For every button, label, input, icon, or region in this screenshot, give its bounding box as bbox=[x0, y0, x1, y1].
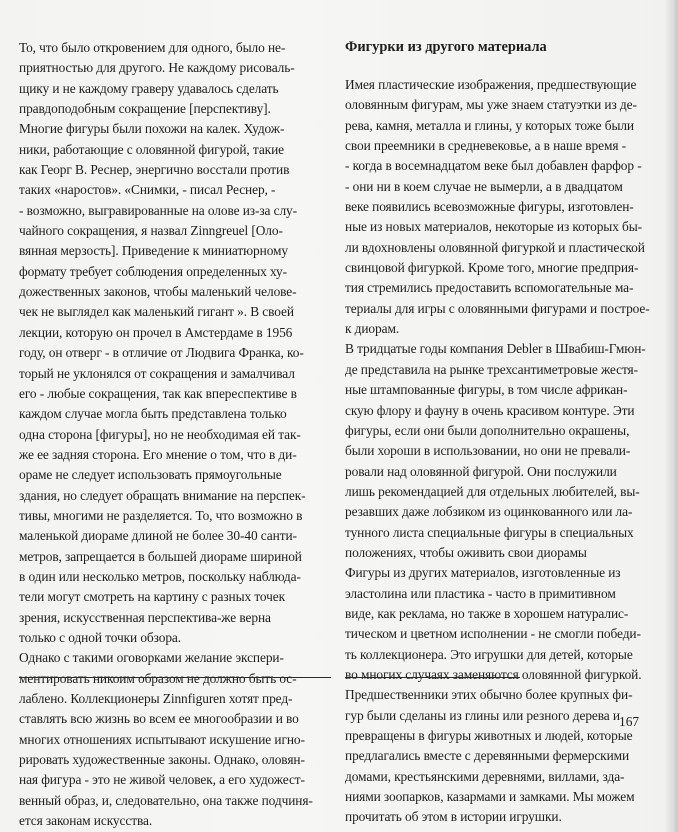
text-line: резавших даже лобзиком из оцинкованного или ла- bbox=[345, 504, 633, 520]
text-line: к диорам. bbox=[345, 321, 400, 337]
text-line: приятностью для другого. Не каждому рисоваль- bbox=[19, 60, 295, 76]
text-line: де представила на рынке трехсантиметровые жестя- bbox=[345, 361, 638, 377]
text-line: тивы, многими не разделяется. То, что возможно в bbox=[19, 507, 303, 523]
section-heading: Фигурки из другого материала bbox=[345, 39, 547, 55]
text-line: рева, камня, металла и глины, у которых тоже были bbox=[345, 117, 634, 133]
text-line: - они ни в коем случае не вымерли, а в двадцатом bbox=[345, 178, 623, 194]
text-line: одна сторона [фигуры], но не необходимая ей так- bbox=[19, 426, 301, 442]
text-line: торый не уклонялся от сокращения и замалчивал bbox=[19, 365, 295, 381]
text-line: ровали над оловянной фигурой. Они послужили bbox=[345, 463, 617, 479]
page-edge-shadow bbox=[664, 0, 678, 832]
text-line: как Георг В. Реснер, энергично восстали против bbox=[19, 162, 290, 178]
text-line: лекции, которую он прочел в Амстердаме в 1956 bbox=[19, 324, 293, 340]
text-line: В тридцатые годы компания Debler в Швабиш-Гмюн- bbox=[345, 341, 646, 357]
pencil-underline-left bbox=[19, 677, 331, 678]
text-line: вянная мерзость]. Приведение к миниатюрному bbox=[19, 243, 289, 259]
text-line: дожественных законов, чтобы маленький челове- bbox=[19, 284, 297, 300]
text-line: чек не выглядел как маленький гигант ». В своей bbox=[19, 304, 294, 320]
text-line: ные из новых материалов, некоторые из которых бы- bbox=[345, 219, 643, 235]
text-line: во многих случаях заменяются оловянной фигуркой. bbox=[345, 666, 642, 682]
text-line: скую флору и фауну в очень красивом контуре. Эти bbox=[345, 402, 635, 418]
text-line: домами, крестьянскими деревнями, виллами, зда- bbox=[345, 768, 625, 784]
text-line: ставлять всю жизнь во всем ее многообразии и во bbox=[19, 711, 299, 727]
text-line: прочитать об этом в истории игрушки. bbox=[345, 809, 562, 825]
text-line: правдоподобным сокращение [перспективу]. bbox=[19, 101, 271, 117]
text-line: венный образ, и, следовательно, она также подчиня- bbox=[19, 792, 313, 808]
text-line: метров, запрещается в большей диораме шириной bbox=[19, 548, 302, 564]
text-line: предлагались вместе с деревянными фермерскими bbox=[345, 748, 630, 764]
text-line: таких «наростов». «Снимки, - писал Реснер, - bbox=[19, 182, 276, 198]
text-line: лишь рекомендацией для отдельных любителей, вы- bbox=[345, 483, 640, 499]
text-line: формату требует соблюдения определенных ху- bbox=[19, 263, 288, 279]
text-line: фигуры, если они были дополнительно окрашены, bbox=[345, 422, 630, 438]
text-line: рировать художественные законы. Однако, оловян- bbox=[19, 752, 305, 768]
text-line: То, что было откровением для одного, было не- bbox=[19, 40, 286, 55]
text-line: чайного сокращения, я назвал Zinngreuel [Оло- bbox=[19, 223, 283, 239]
text-line: тели могут смотреть на картину с разных точек bbox=[19, 589, 286, 605]
text-line: каждом случае могла быть представлена только bbox=[19, 406, 287, 422]
text-line: ется законам искусства. bbox=[19, 813, 153, 829]
text-line: Фигуры из других материалов, изготовленные из bbox=[345, 565, 621, 581]
text-line: положениях, чтобы оживить свои диорамы bbox=[345, 544, 587, 560]
text-line: году, он отверг - в отличие от Людвига Франка, ко- bbox=[19, 345, 304, 361]
text-line: Имея пластические изображения, предшествующие bbox=[345, 77, 637, 92]
text-line: - возможно, выгравированные на олове из-за слу- bbox=[19, 202, 297, 218]
text-line: ораме не следует использовать прямоугольные bbox=[19, 467, 282, 483]
text-line: в один или несколько метров, поскольку наблюда- bbox=[19, 568, 301, 584]
text-line: многих отношениях испытывают искушение игно- bbox=[19, 731, 305, 747]
text-line: ть коллекционера. Это игрушки для детей, которые bbox=[345, 646, 633, 662]
text-line: Однако с такими оговорками желание экспери- bbox=[19, 650, 284, 666]
right-column bbox=[345, 38, 661, 828]
text-line: лаблено. Коллекционеры Zinnfiguren хотят пред- bbox=[19, 691, 293, 706]
text-line: виде, как реклама, но также в хорошем натуралис- bbox=[345, 605, 629, 621]
text-line: свинцовой фигуркой. Кроме того, многие предприя- bbox=[345, 260, 639, 276]
text-line: свои преемники в средневековье, а в наше время - bbox=[345, 138, 627, 154]
text-line: ниями зоопарков, казармами и замками. Мы можем bbox=[345, 789, 635, 805]
text-line: тия стремились предоставить вспомогательные ма- bbox=[345, 280, 634, 296]
text-line: ментировать никоим образом не должно быть ос- bbox=[19, 670, 297, 686]
text-line: веке появились всевозможные фигуры, изготовлен- bbox=[345, 199, 634, 215]
text-line: маленькой диораме длиной не более 30-40 санти- bbox=[19, 528, 297, 544]
text-line: ные штампованные фигуры, в том числе африкан- bbox=[345, 382, 628, 398]
text-line: ники, работающие с оловянной фигурой, такие bbox=[19, 141, 284, 157]
text-line: щику и не каждому граверу удавалось сделать bbox=[19, 80, 279, 96]
text-line: превращены в фигуры животных и людей, которые bbox=[345, 728, 633, 743]
text-line: тунного листа специальные фигуры в специальных bbox=[345, 524, 634, 540]
text-line: эластолина или пластика - часто в примитивном bbox=[345, 585, 616, 601]
text-line: гур были сделаны из глины или резного дерева и bbox=[345, 707, 620, 723]
text-line: же ее задняя сторона. Его мнение о том, что в ди- bbox=[19, 446, 297, 462]
text-line: только с одной точки обзора. bbox=[19, 629, 182, 645]
text-line: Предшественники этих обычно более крупных фи- bbox=[345, 687, 633, 703]
right-column-text bbox=[345, 75, 661, 828]
text-line: зрения, искусственная перспектива-же верна bbox=[19, 609, 271, 625]
pencil-underline-right bbox=[345, 677, 520, 678]
text-line: здания, но следует обращать внимание на перспек- bbox=[19, 487, 306, 503]
text-line: тическом и цветном исполнении - не смогли победи- bbox=[345, 626, 641, 642]
text-line: были хороши в использовании, но они не превали- bbox=[345, 443, 631, 459]
text-line: ная фигура - это не живой человек, а его художест- bbox=[19, 772, 305, 788]
text-line: оловянным фигурам, мы уже знаем статуэтки из де- bbox=[345, 97, 637, 113]
page-number: 167 bbox=[619, 714, 640, 729]
left-column bbox=[19, 38, 331, 831]
text-line: ли вдохновлены оловянной фигуркой и пластической bbox=[345, 239, 645, 255]
text-line: Многие фигуры были похожи на калек. Худож- bbox=[19, 121, 285, 137]
text-line: - когда в восемнадцатом веке был добавлен фарфор - bbox=[345, 158, 642, 174]
text-line: его - любые сокращения, так как впереспективе в bbox=[19, 385, 297, 401]
text-line: териалы для игры с оловянными фигурами и построе- bbox=[345, 300, 650, 316]
